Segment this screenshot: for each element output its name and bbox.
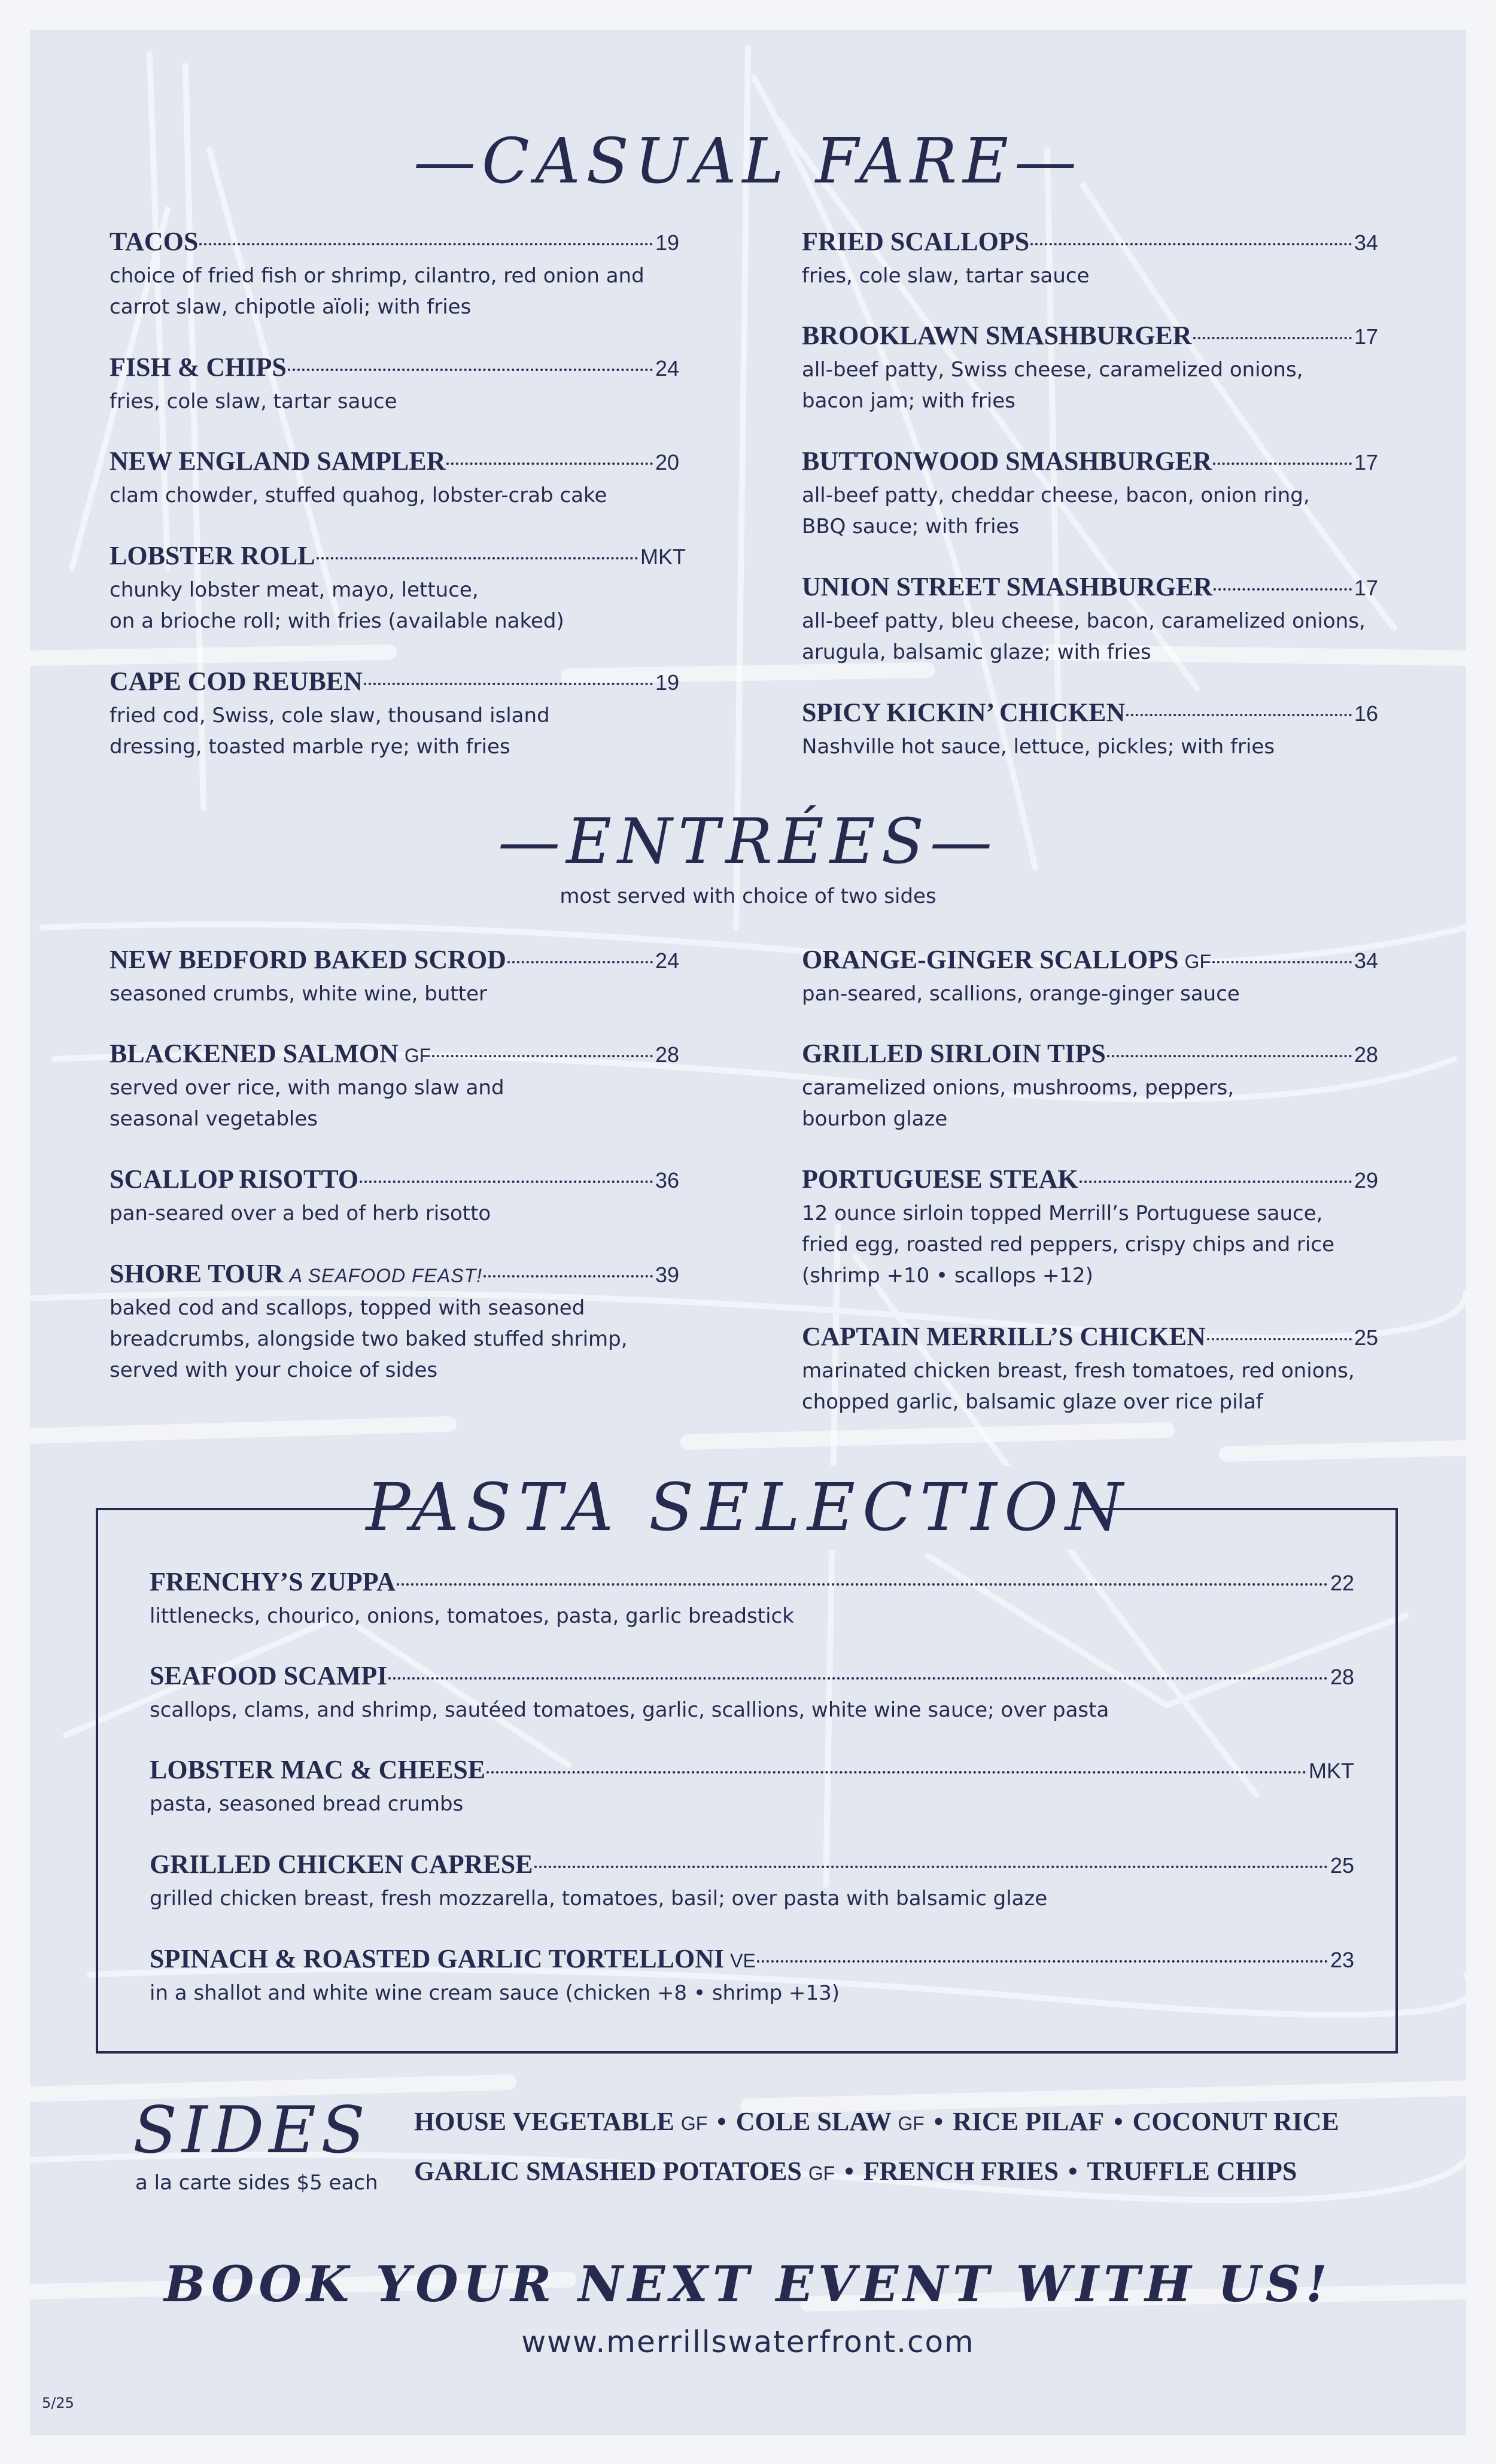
item-description: baked cod and scallops, topped with seasoned (110, 1296, 585, 1320)
menu-item (802, 944, 1378, 1009)
item-name: FRENCHY’S ZUPPA (150, 1567, 396, 1596)
item-name: FRIED SCALLOPS (802, 227, 1030, 256)
item-description: carrot slaw, chipotle aïoli; with fries (110, 295, 472, 319)
item-price: 19 (655, 230, 679, 255)
website-link[interactable]: www.merrillswaterfront.com (521, 2325, 975, 2359)
menu-item (150, 1849, 1354, 1914)
item-name: BROOKLAWN SMASHBURGER (802, 321, 1192, 350)
sides-line-1 (414, 2106, 1339, 2137)
item-name: BUTTONWOOD SMASHBURGER (802, 446, 1212, 476)
item-name: SHORE TOUR (110, 1259, 284, 1288)
menu-item (110, 446, 679, 511)
item-name: LOBSTER MAC & CHEESE (150, 1755, 486, 1784)
menu-item (150, 1566, 1354, 1632)
item-description: fried egg, roasted red peppers, crispy chips and rice (802, 1233, 1334, 1257)
item-price: 17 (1354, 450, 1378, 474)
item-description: seasoned crumbs, white wine, butter (110, 982, 487, 1006)
item-price: 24 (655, 356, 679, 381)
menu-item (802, 226, 1378, 291)
menu-item (110, 1258, 679, 1386)
menu-item (110, 540, 686, 637)
item-description: grilled chicken breast, fresh mozzarella, tomatoes, basil; over pasta with balsamic glaze (150, 1887, 1048, 1911)
dietary-tag: GF (1184, 951, 1211, 972)
item-name: GRILLED SIRLOIN TIPS (802, 1039, 1106, 1068)
sides-line-2 (414, 2156, 1297, 2186)
item-name: NEW ENGLAND SAMPLER (110, 446, 446, 476)
item-description: chopped garlic, balsamic glaze over rice pilaf (802, 1390, 1263, 1414)
item-price: 16 (1354, 701, 1378, 726)
menu-item (802, 1321, 1378, 1417)
entrees-subtitle: most served with choice of two sides (560, 884, 936, 908)
menu-item (802, 571, 1378, 668)
item-description: dressing, toasted marble rye; with fries (110, 735, 510, 759)
item-description: seasonal vegetables (110, 1107, 318, 1131)
dietary-tag: GF (808, 2162, 835, 2184)
menu-item (110, 666, 679, 762)
item-price: 28 (1330, 1665, 1354, 1689)
item-price: 22 (1330, 1571, 1354, 1595)
item-name: CAPE COD REUBEN (110, 667, 363, 696)
item-name: SEAFOOD SCAMPI (150, 1661, 388, 1690)
item-description: pan-seared over a bed of herb risotto (110, 1201, 491, 1225)
item-price: 17 (1354, 324, 1378, 349)
item-price: 36 (655, 1168, 679, 1193)
item-price: 28 (1354, 1042, 1378, 1067)
entrees-left-column (110, 944, 679, 1399)
item-name: BLACKENED SALMON (110, 1039, 399, 1068)
item-description: served over rice, with mango slaw and (110, 1076, 504, 1100)
item-description: fries, cole slaw, tartar sauce (802, 264, 1090, 288)
item-description: in a shallot and white wine cream sauce (chicken +8 • shrimp +13) (150, 1981, 840, 2005)
item-name: NEW BEDFORD BAKED SCROD (110, 945, 506, 974)
item-name: TACOS (110, 227, 199, 256)
menu-item (110, 1164, 679, 1229)
book-event-cta: BOOK YOUR NEXT EVENT WITH US! (164, 2256, 1332, 2313)
item-name: GRILLED CHICKEN CAPRESE (150, 1849, 533, 1879)
item-price: 25 (1330, 1853, 1354, 1878)
item-price: 39 (655, 1263, 679, 1287)
item-description: fried cod, Swiss, cole slaw, thousand island (110, 704, 550, 728)
item-description: BBQ sauce; with fries (802, 515, 1020, 539)
item-name: ORANGE-GINGER SCALLOPS (802, 945, 1179, 974)
item-description: arugula, balsamic glaze; with fries (802, 640, 1151, 664)
item-price: 29 (1354, 1168, 1378, 1193)
sides-heading: SIDES (133, 2093, 370, 2168)
item-description: served with your choice of sides (110, 1358, 438, 1382)
item-description: pasta, seasoned bread crumbs (150, 1792, 464, 1816)
menu-item (150, 1943, 1354, 2009)
item-description: Nashville hot sauce, lettuce, pickles; with fries (802, 735, 1275, 759)
item-price: 24 (655, 948, 679, 973)
casual-left-column (110, 226, 686, 765)
separator: • (1068, 2156, 1078, 2186)
item-name: CAPTAIN MERRILL’S CHICKEN (802, 1322, 1206, 1351)
dietary-tag: GF (898, 2113, 925, 2134)
separator: • (844, 2156, 854, 2186)
item-price: 25 (1354, 1325, 1378, 1350)
dietary-tag: VE (730, 1950, 756, 1972)
casual-right-column (802, 226, 1378, 765)
item-name: SPICY KICKIN’ CHICKEN (802, 698, 1126, 727)
menu-version: 5/25 (42, 2395, 74, 2411)
item-price: 28 (655, 1042, 679, 1067)
item-description: chunky lobster meat, mayo, lettuce, (110, 578, 479, 602)
menu-item (110, 944, 679, 1009)
item-description: bacon jam; with fries (802, 389, 1015, 413)
item-name: SCALLOP RISOTTO (110, 1164, 359, 1194)
item-name: PORTUGUESE STEAK (802, 1164, 1078, 1194)
menu-item (802, 697, 1378, 762)
item-description: breadcrumbs, alongside two baked stuffed shrimp, (110, 1327, 628, 1351)
item-price: 23 (1330, 1948, 1354, 1972)
menu-item (802, 446, 1378, 542)
item-description: on a brioche roll; with fries (available naked) (110, 609, 564, 633)
side-item: TRUFFLE CHIPS (1087, 2156, 1297, 2186)
sides-note: a la carte sides $5 each (135, 2171, 378, 2195)
item-price: 34 (1354, 230, 1378, 255)
item-description: fries, cole slaw, tartar sauce (110, 390, 397, 413)
item-name: SPINACH & ROASTED GARLIC TORTELLONI (150, 1944, 725, 1973)
casual-fare-heading: —CASUAL FARE— (413, 124, 1083, 197)
separator: • (717, 2107, 726, 2136)
item-description: caramelized onions, mushrooms, peppers, (802, 1076, 1234, 1100)
item-name: UNION STREET SMASHBURGER (802, 572, 1213, 601)
entrees-right-column (802, 944, 1378, 1435)
dietary-tag: GF (404, 1045, 431, 1066)
side-item: COLE SLAW (735, 2107, 892, 2136)
item-description: clam chowder, stuffed quahog, lobster-crab cake (110, 483, 607, 507)
item-price: 34 (1354, 948, 1378, 973)
separator: • (934, 2107, 944, 2136)
item-description: bourbon glaze (802, 1107, 948, 1131)
entrees-heading: —ENTRÉES— (498, 805, 998, 878)
item-price: 17 (1354, 576, 1378, 600)
item-description: (shrimp +10 • scallops +12) (802, 1264, 1093, 1288)
menu-item (802, 1164, 1378, 1291)
side-item: RICE PILAF (953, 2107, 1105, 2136)
separator: • (1114, 2107, 1123, 2136)
item-price: MKT (640, 544, 686, 569)
item-price: MKT (1309, 1759, 1354, 1783)
item-tagline: A SEAFOOD FEAST! (289, 1265, 482, 1286)
menu-item (150, 1660, 1354, 1726)
side-item: FRENCH FRIES (863, 2156, 1059, 2186)
item-description: all-beef patty, bleu cheese, bacon, caramelized onions, (802, 609, 1366, 633)
item-name: LOBSTER ROLL (110, 541, 315, 570)
menu-item (110, 1038, 679, 1134)
item-description: all-beef patty, cheddar cheese, bacon, onion ring, (802, 483, 1310, 507)
pasta-list (150, 1566, 1354, 2021)
side-item: COCONUT RICE (1132, 2107, 1339, 2136)
item-description: pan-seared, scallions, orange-ginger sauce (802, 982, 1240, 1006)
item-description: marinated chicken breast, fresh tomatoes, red onions, (802, 1359, 1355, 1383)
side-item: HOUSE VEGETABLE (414, 2107, 674, 2136)
item-description: choice of fried fish or shrimp, cilantro, red onion and (110, 264, 644, 288)
item-description: scallops, clams, and shrimp, sautéed tomatoes, garlic, scallions, white wine sauce; over pasta (150, 1698, 1109, 1722)
menu-item (802, 320, 1378, 416)
side-item: GARLIC SMASHED POTATOES (414, 2156, 802, 2186)
item-price: 19 (655, 670, 679, 695)
menu-item (802, 1038, 1378, 1134)
item-price: 20 (655, 450, 679, 474)
item-name: FISH & CHIPS (110, 352, 287, 382)
item-description: littlenecks, chourico, onions, tomatoes, pasta, garlic breadstick (150, 1604, 794, 1628)
item-description: 12 ounce sirloin topped Merrill’s Portuguese sauce, (802, 1201, 1323, 1225)
pasta-heading: PASTA SELECTION (366, 1469, 1130, 1546)
item-description: all-beef patty, Swiss cheese, caramelized onions, (802, 358, 1303, 382)
dietary-tag: GF (680, 2113, 708, 2134)
menu-item (110, 352, 679, 417)
menu-item (150, 1754, 1354, 1820)
menu-item (110, 226, 679, 323)
